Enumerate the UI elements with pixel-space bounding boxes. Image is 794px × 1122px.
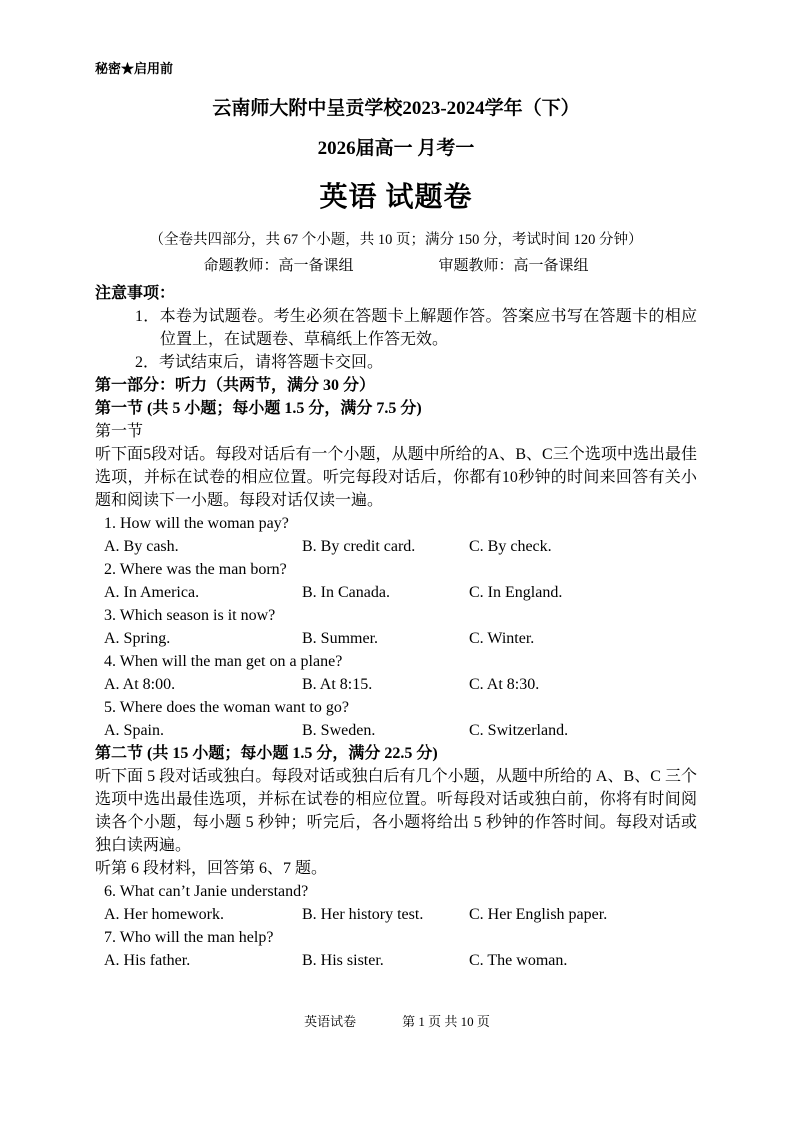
question-options xyxy=(104,535,697,558)
notice-item-1: 1．本卷为试题卷。考生必须在答题卡上解题作答。答案应书写在答题卡的相应位置上，在试题卷、草稿纸上作答无效。 xyxy=(135,308,697,348)
classification-label: 秘密★启用前 xyxy=(95,61,174,76)
setter-info: 命题教师：高一备课组 xyxy=(203,258,354,274)
paper-body xyxy=(95,282,697,972)
option-a: A. At 8:00. xyxy=(104,676,176,693)
question-2 xyxy=(95,558,697,604)
option-c: C. Her English paper. xyxy=(469,906,608,923)
question-text: 4. When will the man get on a plane? xyxy=(104,653,343,670)
option-a: A. By cash. xyxy=(104,538,179,555)
footer-page-number: 第 1 页 共 10 页 xyxy=(402,1014,490,1029)
paper-info-line: （全卷共四部分，共 67 个小题，共 10 页；满分 150 分，考试时间 120 分钟） xyxy=(149,232,643,248)
section2-heading: 第二节 (共 15 小题；每小题 1.5 分，满分 22.5 分) xyxy=(95,745,438,762)
question-text: 1. How will the woman pay? xyxy=(104,515,289,532)
question-options xyxy=(104,581,697,604)
option-b: B. His sister. xyxy=(302,952,384,969)
option-b: B. Her history test. xyxy=(302,906,424,923)
option-b: B. At 8:15. xyxy=(302,676,373,693)
section2-instructions: 听下面 5 段对话或独白。每段对话或独白后有几个小题，从题中所给的 A、B、C 三个选项中选出最佳选项，并标在试卷的相应位置。听每段对话或独白前，你将有时间阅读各个小题，每小题 5 秒钟；听完后，各小题将给出 5 秒钟的作答时间。每段对话或独白读两遍。 xyxy=(95,768,697,854)
question-text: 3. Which season is it now? xyxy=(104,607,276,624)
option-a: A. Her homework. xyxy=(104,906,224,923)
question-text: 2. Where was the man born? xyxy=(104,561,287,578)
page-footer xyxy=(0,1011,794,1030)
exam-session-title: 2026届高一 月考一 xyxy=(317,138,475,159)
section1-instructions: 听下面5段对话。每段对话后有一个小题，从题中所给的A、B、C三个选项中选出最佳选项，并标在试卷的相应位置。听完每段对话后，你都有10秒钟的时间来回答有关小题和阅读下一小题。每段对话仅读一遍。 xyxy=(95,446,697,509)
question-4 xyxy=(95,650,697,696)
option-c: C. At 8:30. xyxy=(469,676,540,693)
option-b: B. Summer. xyxy=(302,630,379,647)
question-text: 6. What can’t Janie understand? xyxy=(104,883,309,900)
option-a: A. His father. xyxy=(104,952,191,969)
notice-heading: 注意事项： xyxy=(95,285,176,302)
option-c: C. Switzerland. xyxy=(469,722,569,739)
question-text: 5. Where does the woman want to go? xyxy=(104,699,349,716)
footer-paper-name: 英语试卷 xyxy=(304,1014,357,1029)
option-c: C. By check. xyxy=(469,538,552,555)
section2-material-intro: 听第 6 段材料，回答第 6、7 题。 xyxy=(95,860,328,877)
option-b: B. In Canada. xyxy=(302,584,390,601)
option-b: B. Sweden. xyxy=(302,722,376,739)
option-a: A. In America. xyxy=(104,584,200,601)
teachers-row xyxy=(95,254,697,275)
question-options xyxy=(104,949,697,972)
option-a: A. Spring. xyxy=(104,630,171,647)
paper-title: 英语 试题卷 xyxy=(319,182,473,213)
question-3 xyxy=(95,604,697,650)
question-7 xyxy=(95,926,697,972)
notice-item-2: 2．考试结束后，请将答题卡交回。 xyxy=(135,354,384,371)
part1-heading: 第一部分：听力（共两节，满分 30 分） xyxy=(95,377,376,394)
question-6 xyxy=(95,880,697,926)
question-options xyxy=(104,673,697,696)
question-text: 7. Who will the man help? xyxy=(104,929,274,946)
question-1 xyxy=(95,512,697,558)
question-options xyxy=(104,627,697,650)
reviewer-info: 审题教师：高一备课组 xyxy=(438,258,589,274)
option-b: B. By credit card. xyxy=(302,538,416,555)
option-c: C. Winter. xyxy=(469,630,535,647)
question-5 xyxy=(95,696,697,742)
section1-subheading: 第一节 xyxy=(95,423,144,440)
section1-heading: 第一节 (共 5 小题；每小题 1.5 分，满分 7.5 分) xyxy=(95,400,422,417)
option-c: C. In England. xyxy=(469,584,563,601)
option-a: A. Spain. xyxy=(104,722,164,739)
option-c: C. The woman. xyxy=(469,952,568,969)
question-options xyxy=(104,719,697,742)
question-options xyxy=(104,903,697,926)
school-title: 云南师大附中呈贡学校2023-2024学年（下） xyxy=(212,98,580,119)
